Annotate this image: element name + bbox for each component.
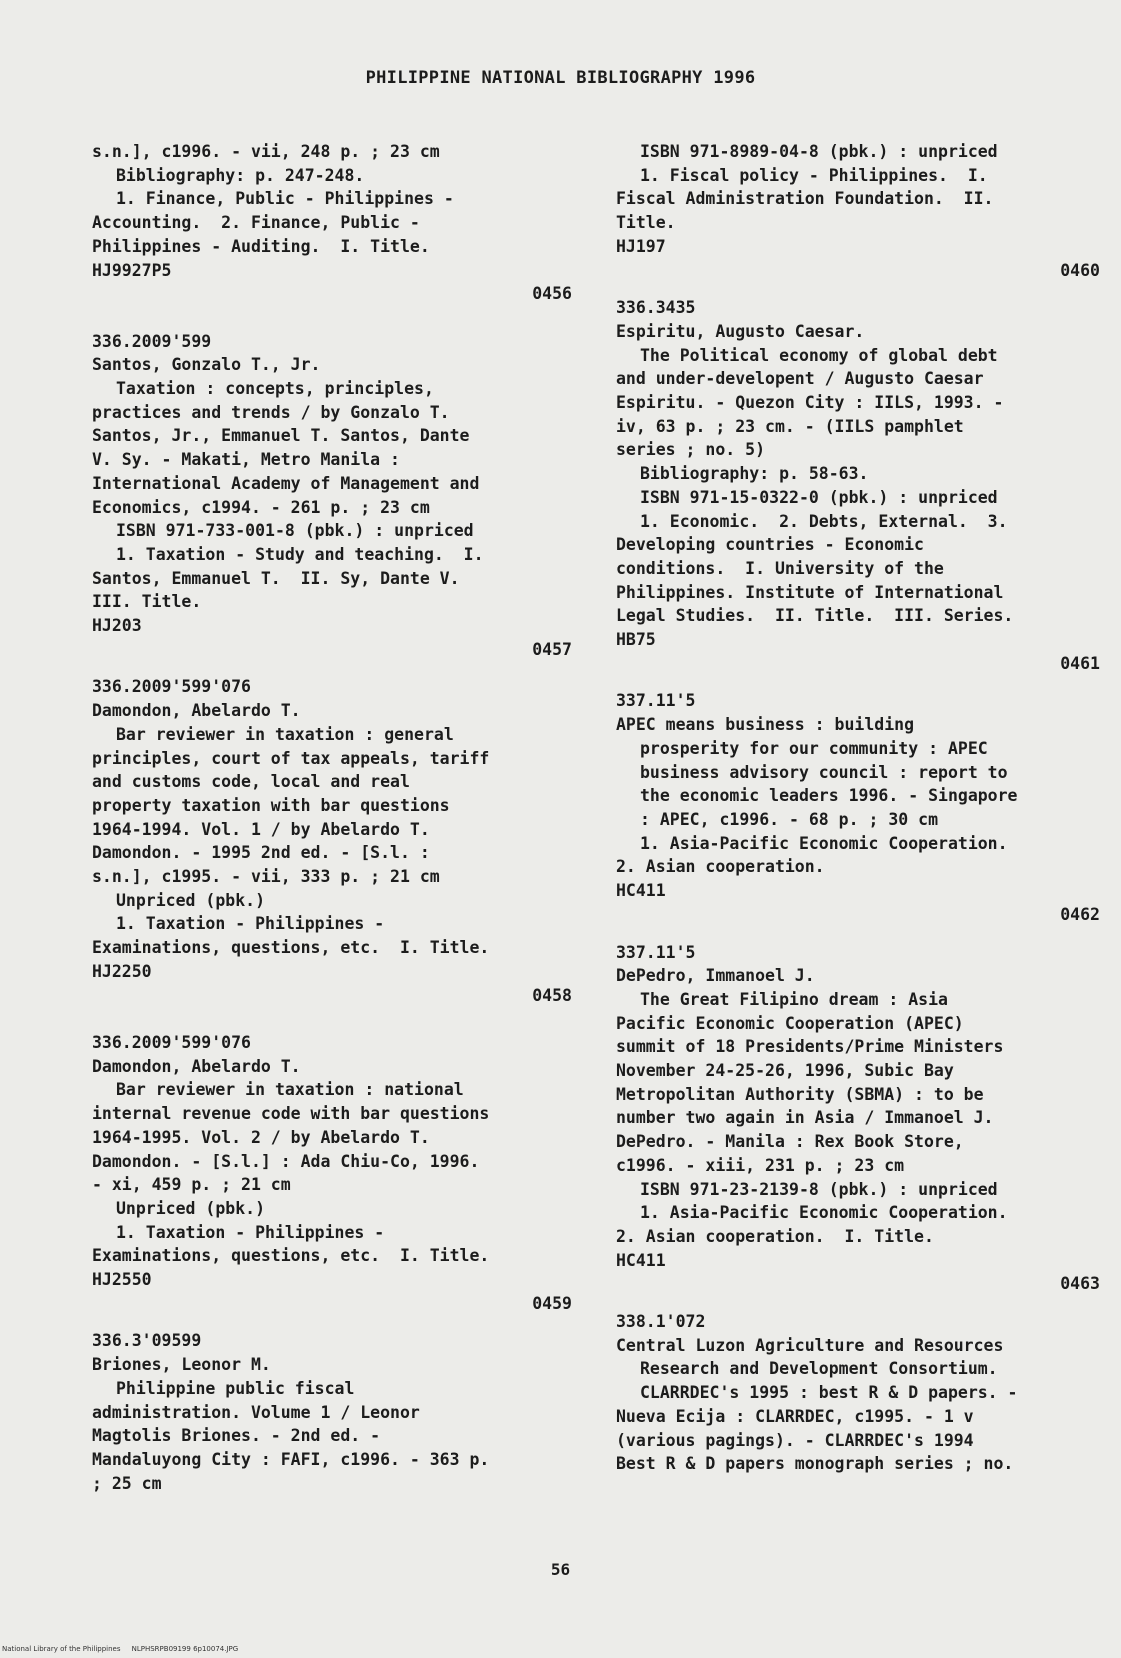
entry-line: The Political economy of global debt: [640, 345, 998, 365]
entry-line: series ; no. 5): [616, 440, 766, 460]
entry-line: Fiscal Administration Foundation. II.: [616, 189, 994, 209]
entry-line: - xi, 459 p. ; 21 cm: [92, 1175, 291, 1195]
scan-footer: National Library of the Philippines NLPHSRPB09199 6p10074.JPG: [2, 1645, 239, 1653]
entry-line: HB75: [616, 630, 656, 650]
entry-line: Title.: [616, 213, 676, 233]
entry-line: Damondon, Abelardo T.: [92, 1056, 301, 1076]
entry-line: Damondon, Abelardo T.: [92, 701, 301, 721]
entry-line: 1. Asia-Pacific Economic Cooperation.: [640, 833, 1008, 853]
entry-line: 1. Taxation - Study and teaching. I.: [116, 544, 484, 564]
entry-line: Santos, Gonzalo T., Jr.: [92, 355, 321, 375]
entry-line: 1. Economic. 2. Debts, External. 3.: [640, 511, 1008, 531]
entry-line: the economic leaders 1996. - Singapore: [640, 786, 1018, 806]
entry-line: 2. Asian cooperation.: [616, 857, 825, 877]
entry-line: internal revenue code with bar questions: [92, 1104, 490, 1124]
entry-line: Philippines. Institute of International: [616, 582, 1004, 602]
entry-line: 2. Asian cooperation. I. Title.: [616, 1226, 934, 1246]
entry-line: ISBN 971-733-001-8 (pbk.) : unpriced: [116, 521, 474, 541]
spacer: [92, 1315, 572, 1329]
entry-line: principles, court of tax appeals, tariff: [92, 748, 490, 768]
entry-line: Espiritu. - Quezon City : IILS, 1993. -: [616, 393, 1004, 413]
entry-line: Accounting. 2. Finance, Public -: [92, 213, 420, 233]
entry-line: HJ2250: [92, 961, 152, 981]
entry-line: 336.2009'599'076: [92, 1032, 251, 1052]
entry-line: DePedro. - Manila : Rex Book Store,: [616, 1132, 964, 1152]
entry-line: 337.11'5: [616, 942, 696, 962]
entry-line: administration. Volume 1 / Leonor: [92, 1402, 420, 1422]
entry-line: III. Title.: [92, 592, 202, 612]
entry-line: (various pagings). - CLARRDEC's 1994: [616, 1430, 974, 1450]
entry-line: ISBN 971-15-0322-0 (pbk.) : unpriced: [640, 487, 998, 507]
entry-number: 0462: [1060, 904, 1100, 924]
spacer: [616, 1296, 1100, 1310]
spacer: [616, 927, 1100, 941]
entry-line: HJ9927P5: [92, 260, 172, 280]
entry-line: 1. Asia-Pacific Economic Cooperation.: [640, 1203, 1008, 1223]
entry-line: Legal Studies. II. Title. III. Series.: [616, 606, 1014, 626]
entry-line: Mandaluyong City : FAFI, c1996. - 363 p.: [92, 1449, 490, 1469]
entry-line: Bar reviewer in taxation : national: [116, 1080, 464, 1100]
entry-line: HC411: [616, 881, 666, 901]
entry-line: : APEC, c1996. - 68 p. ; 30 cm: [640, 809, 939, 829]
entry-line: CLARRDEC's 1995 : best R & D papers. -: [640, 1383, 1018, 1403]
entry-line: conditions. I. University of the: [616, 558, 944, 578]
entry-line: 337.11'5: [616, 691, 696, 711]
entry-line: Taxation : concepts, principles,: [116, 379, 434, 399]
entry-line: c1996. - xiii, 231 p. ; 23 cm: [616, 1155, 905, 1175]
entry-line: Pacific Economic Cooperation (APEC): [616, 1013, 964, 1033]
entry-line: summit of 18 Presidents/Prime Ministers: [616, 1037, 1004, 1057]
entry-line: 1. Finance, Public - Philippines -: [116, 189, 454, 209]
entry-line: Philippine public fiscal: [116, 1378, 355, 1398]
entry-line: ISBN 971-8989-04-8 (pbk.) : unpriced: [640, 142, 998, 161]
entry-number: 0459: [532, 1293, 572, 1313]
spacer: [616, 282, 1100, 296]
entry-line: 1. Taxation - Philippines -: [116, 1222, 385, 1242]
entry-line: and under-developent / Augusto Caesar: [616, 369, 984, 389]
entry-line: Research and Development Consortium.: [640, 1359, 998, 1379]
entry-line: DePedro, Immanoel J.: [616, 966, 815, 986]
entry-line: HJ197: [616, 236, 666, 256]
entry-line: 338.1'072: [616, 1312, 706, 1332]
entry-line: s.n.], c1996. - vii, 248 p. ; 23 cm: [92, 142, 440, 161]
entry-number: 0461: [1060, 653, 1100, 673]
entry-line: Best R & D papers monograph series ; no.: [616, 1454, 1014, 1474]
spacer: [92, 306, 572, 330]
entry-line: number two again in Asia / Immanoel J.: [616, 1108, 994, 1128]
entry-line: Metropolitan Authority (SBMA) : to be: [616, 1084, 984, 1104]
entry-line: and customs code, local and real: [92, 772, 410, 792]
right-column: [616, 140, 1100, 1476]
spacer: [92, 661, 572, 675]
entry-line: business advisory council : report to: [640, 762, 1008, 782]
entry-number: 0460: [1060, 260, 1100, 280]
entry-line: Santos, Jr., Emmanuel T. Santos, Dante: [92, 426, 470, 446]
entry-number: 0457: [532, 639, 572, 659]
entry-line: 336.2009'599'076: [92, 677, 251, 697]
entry-number: 0458: [532, 985, 572, 1005]
page-header: PHILIPPINE NATIONAL BIBLIOGRAPHY 1996: [365, 68, 756, 88]
entry-line: V. Sy. - Makati, Metro Manila :: [92, 450, 400, 470]
entry-line: APEC means business : building: [616, 715, 915, 735]
entry-line: Damondon. - [S.l.] : Ada Chiu-Co, 1996.: [92, 1151, 480, 1171]
spacer: [616, 675, 1100, 689]
entry-line: ISBN 971-23-2139-8 (pbk.) : unpriced: [640, 1179, 998, 1199]
entry-line: 336.3'09599: [92, 1331, 202, 1351]
entry-line: 1. Fiscal policy - Philippines. I.: [640, 165, 988, 185]
entry-line: property taxation with bar questions: [92, 795, 450, 815]
spacer: [92, 1007, 572, 1031]
entry-line: Central Luzon Agriculture and Resources: [616, 1335, 1004, 1355]
entry-line: Economics, c1994. - 261 p. ; 23 cm: [92, 497, 430, 517]
entry-line: Damondon. - 1995 2nd ed. - [S.l. :: [92, 843, 430, 863]
entry-line: Briones, Leonor M.: [92, 1355, 271, 1375]
entry-line: s.n.], c1995. - vii, 333 p. ; 21 cm: [92, 867, 440, 887]
entry-line: November 24-25-26, 1996, Subic Bay: [616, 1061, 954, 1081]
entry-number: 0456: [532, 284, 572, 304]
entry-line: 1964-1995. Vol. 2 / by Abelardo T.: [92, 1127, 430, 1147]
entry-line: Santos, Emmanuel T. II. Sy, Dante V.: [92, 568, 460, 588]
entry-line: Unpriced (pbk.): [116, 890, 266, 910]
entry-line: Bibliography: p. 247-248.: [116, 165, 365, 185]
entry-line: The Great Filipino dream : Asia: [640, 989, 948, 1009]
left-column: [92, 140, 572, 1495]
entry-line: 1964-1994. Vol. 1 / by Abelardo T.: [92, 819, 430, 839]
entry-line: Examinations, questions, etc. I. Title.: [92, 1246, 490, 1266]
entry-line: Philippines - Auditing. I. Title.: [92, 236, 430, 256]
entry-line: iv, 63 p. ; 23 cm. - (IILS pamphlet: [616, 416, 964, 436]
entry-line: 336.3435: [616, 298, 696, 318]
entry-line: practices and trends / by Gonzalo T.: [92, 402, 450, 422]
entry-line: Bibliography: p. 58-63.: [640, 464, 869, 484]
entry-line: HJ203: [92, 616, 142, 636]
entry-line: ; 25 cm: [92, 1473, 162, 1493]
entry-line: Examinations, questions, etc. I. Title.: [92, 938, 490, 958]
entry-line: HC411: [616, 1250, 666, 1270]
entry-line: prosperity for our community : APEC: [640, 738, 988, 758]
entry-line: Unpriced (pbk.): [116, 1198, 266, 1218]
entry-line: 336.2009'599: [92, 331, 212, 351]
entry-line: Espiritu, Augusto Caesar.: [616, 321, 865, 341]
entry-line: HJ2550: [92, 1270, 152, 1290]
entry-line: Bar reviewer in taxation : general: [116, 724, 454, 744]
entry-line: 1. Taxation - Philippines -: [116, 914, 385, 934]
entry-number: 0463: [1060, 1274, 1100, 1294]
entry-line: International Academy of Management and: [92, 473, 480, 493]
entry-line: Developing countries - Economic: [616, 535, 924, 555]
entry-line: Nueva Ecija : CLARRDEC, c1995. - 1 v: [616, 1406, 974, 1426]
page-number: 56: [550, 1560, 571, 1579]
entry-line: Magtolis Briones. - 2nd ed. -: [92, 1426, 381, 1446]
